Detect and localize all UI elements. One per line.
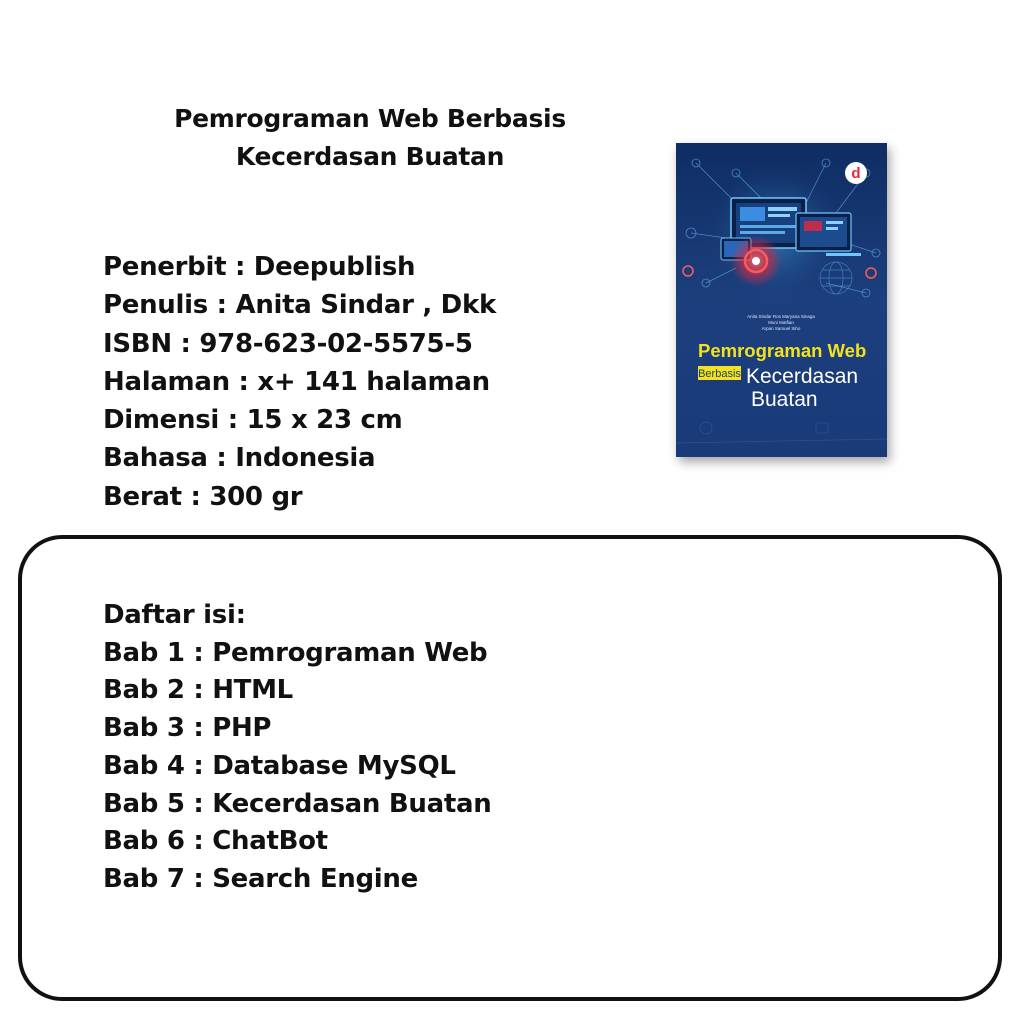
toc-item-6: Bab 6 : ChatBot [103,826,328,857]
cover-title-line-3: Buatan [751,388,818,411]
title-line-2: Kecerdasan Buatan [235,142,505,171]
cover-title-line-2: Kecerdasan [746,365,859,388]
toc-item-1: Bab 1 : Pemrograman Web [103,637,488,668]
toc-item-5: Bab 5 : Kecerdasan Buatan [103,788,492,819]
table-of-contents [103,597,491,899]
page-title [150,100,590,176]
spec-language: Bahasa : Indonesia [103,443,376,474]
publisher-logo-letter: d [851,165,861,182]
red-ring-center [752,257,760,265]
toc-item-7: Bab 7 : Search Engine [103,863,418,894]
cover-title-line-1: Pemrograman Web [698,340,867,361]
toc-item-3: Bab 3 : PHP [103,713,272,744]
spec-weight: Berat : 300 gr [103,481,303,512]
cover-badge-text: Berbasis [698,368,741,380]
book-specs [103,248,496,516]
spec-author: Penulis : Anita Sindar , Dkk [103,290,496,321]
toc-heading: Daftar isi: [103,600,246,630]
title-line-1: Pemrograman Web Berbasis [174,104,566,133]
spec-dimension: Dimensi : 15 x 23 cm [103,405,403,436]
spec-publisher: Penerbit : Deepublish [103,252,416,282]
cover-author-2: Muni Matfian [768,320,794,325]
book-cover-image [676,143,887,457]
cover-author-3: Arpan Samuel Siho [761,326,801,331]
cover-author-1: Anita Sindar Ros Maryana Sinaga [747,314,815,319]
spec-pages: Halaman : x+ 141 halaman [103,366,490,397]
toc-item-2: Bab 2 : HTML [103,675,293,706]
spec-isbn: ISBN : 978-623-02-5575-5 [103,328,473,359]
toc-item-4: Bab 4 : Database MySQL [103,750,456,781]
